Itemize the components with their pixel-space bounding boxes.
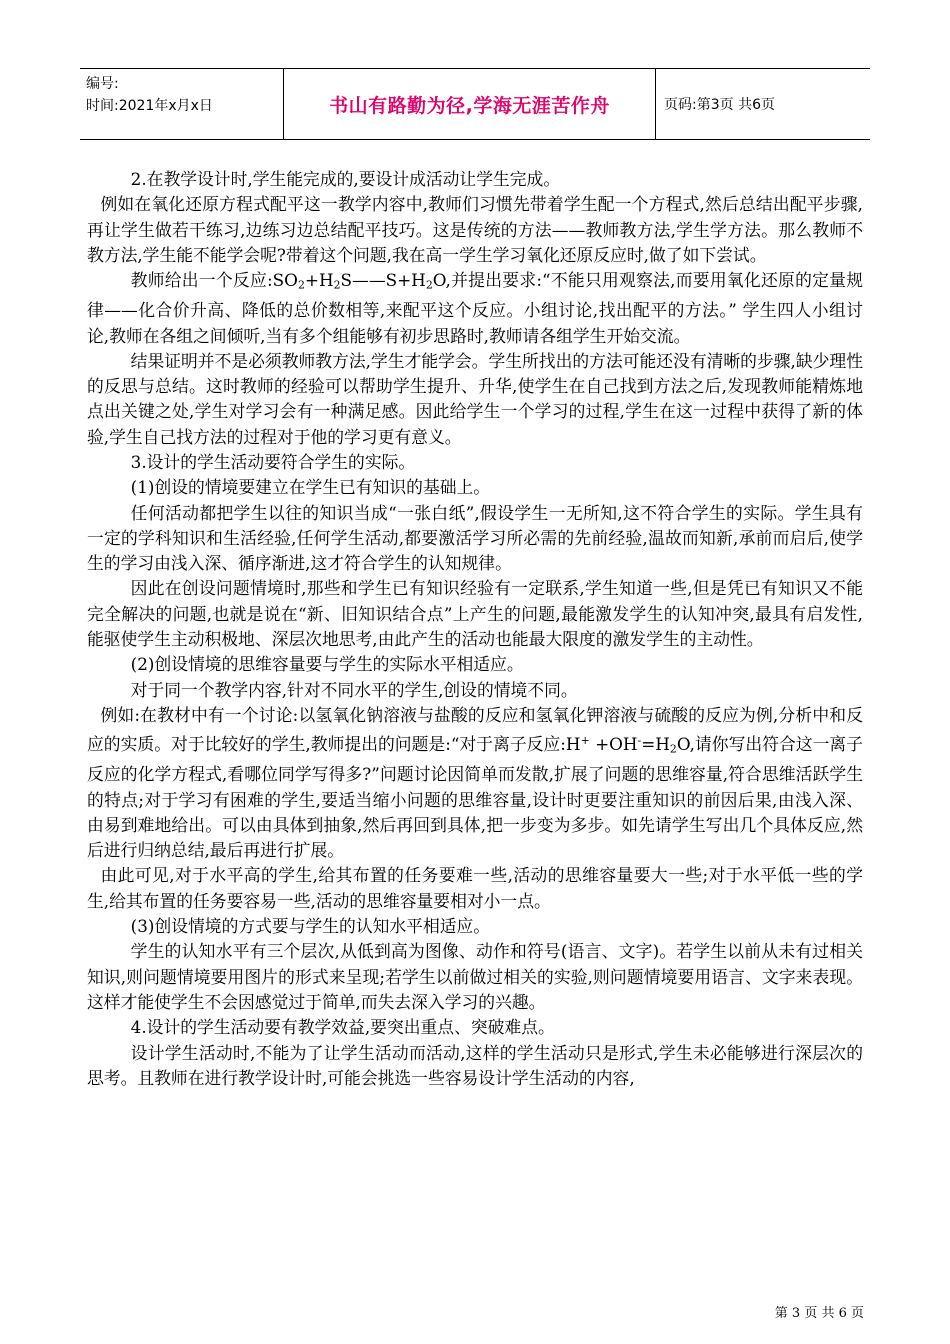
text-span: +OH [589,734,638,755]
header-motto-cell [284,69,656,139]
header-meta [80,69,284,139]
paragraph-1: 2.在教学设计时,学生能完成的,要设计成活动让学生完成。 [130,169,561,189]
paragraph-10: 对于同一个教学内容,针对不同水平的学生,创设的情境不同。 [130,679,578,700]
text-span: S——S+H [340,270,426,291]
paragraph-16: 设计学生活动时,不能为了让学生活动而活动,这样的学生活动只是形式,学生未必能够进行深层次的思考。且教师在进行教学设计时,可能会挑选一些容易设计学生活动的内容, [87,1042,863,1088]
superscript: - [637,734,642,748]
paragraph-12: 由此可见,对于水平高的学生,给其布置的任务要难一些,活动的思维容量要大一些;对于水平低一些的学生,给其布置的任务要容易一些,活动的思维容量要相对小一点。 [87,865,863,911]
motto: 书山有路勤为径,学海无涯苦作舟 [329,94,610,117]
header-page-cell [656,69,870,139]
text-span: =H [641,734,670,755]
paragraph-14: 学生的认知水平有三个层次,从低到高为图像、动作和符号(语言、文字)。若学生以前从未有过相关知识,则问题情境要用图片的形式来呈现;若学生以前做过相关的实验,则问题情境要用语言、文字来表现。这样才能使学生不会因感觉过于简单,而失去深入学习的兴趣。 [87,941,863,1012]
paragraph-9: (2)创设情境的思维容量要与学生的实际水平相适应。 [130,654,524,675]
superscript: + [580,734,590,748]
page-label: 页码:第3页 共6页 [664,97,775,113]
paragraph-15: 4.设计的学生活动要有教学效益,要突出重点、突破难点。 [130,1017,555,1038]
text-span: O,请你写出符合这一离子反应的化学方程式,看哪位同学写得多?”问题讨论因简单而发散,扩展了问题的思维容量,符合思维活跃学生的特点;对于学习有困难的学生,要适当缩小问题的思维容量,设计时更要注重知识的前因后果,由浅入深、由易到难地给出。可以由具体到抽象,然后再回到具体,把一步变为多步。如先请学生写出几个具体反应,然后进行归纳总结,最后再进行扩展。 [87,734,864,861]
paragraph-4: 结果证明并不是必须教师教方法,学生才能学会。学生所找出的方法可能还没有清晰的步骤,缺少理性的反思与总结。这时教师的经验可以帮助学生提升、升华,使学生在自己找到方法之后,发现教师能精炼地点出关键之处,学生对学习会有一种满足感。因此给学生一个学习的过程,学生在这一过程中获得了新的体验,学生自己找方法的过程对于他的学习更有意义。 [87,350,863,447]
number-label: 编号: [86,76,119,92]
document-body [87,167,863,1091]
paragraph-8: 因此在创设问题情境时,那些和学生已有知识经验有一定联系,学生知道一些,但是凭已有知识又不能完全解决的问题,也就是说在“新、旧知识结合点”上产生的问题,最能激发学生的认知冲突,最具有启发性,能驱使学生主动积极地、深层次地思考,由此产生的活动也能最大限度的激发学生的主动性。 [87,578,863,650]
page-footer: 第 3 页 共 6 页 [774,1306,864,1321]
paragraph-11 [87,703,863,864]
subscript: 2 [669,742,677,756]
page-header [80,68,870,140]
subscript: 2 [297,278,305,292]
paragraph-13: (3)创设情境的方式要与学生的认知水平相适应。 [130,916,491,937]
text-span: O,并提出要求:“不能只用观察法,而要用氧化还原的定量规律——化合价升高、降低的总价数相等,来配平这个反应。小组讨论,找出配平的方法。” 学生四人小组讨论,教师在各组之间倾听,当有多个组能够有初步思路时,教师请各组学生开始交流。 [87,270,863,346]
text-span: +H [304,270,334,291]
paragraph-2: 例如在氧化还原方程式配平这一教学内容中,教师们习惯先带着学生配一个方程式,然后总结出配平步骤,再让学生做若干练习,边练习边总结配平技巧。这是传统的方法——教师教方法,学生学方法。那么教师不教方法,学生能不能学会呢?带着这个问题,我在高一学生学习氧化还原反应时,做了如下尝试。 [87,194,863,265]
subscript: 2 [425,278,433,292]
text-span: 例如:在教材中有一个讨论:以氢氧化钠溶液与盐酸的反应和氢氧化钾溶液与硫酸的反应为例,分析中和反应的实质。对于比较好的学生,教师提出的问题是:“对于离子反应:H [87,704,863,755]
paragraph-6: (1)创设的情境要建立在学生已有知识的基础上。 [130,477,491,498]
text-span: 教师给出一个反应:SO [130,270,298,291]
paragraph-7: 任何活动都把学生以往的知识当成“一张白纸”,假设学生一无所知,这不符合学生的实际。学生具有一定的学科知识和生活经验,任何学生活动,都要激活学习所必需的先前经验,温故而知新,承前而启后,使学生的学习由浅入深、循序渐进,这才符合学生的认知规律。 [87,502,863,574]
subscript: 2 [333,278,341,292]
paragraph-5: 3.设计的学生活动要符合学生的实际。 [130,451,416,472]
paragraph-3 [87,268,863,349]
time-label: 时间:2021年x月x日 [86,98,213,114]
